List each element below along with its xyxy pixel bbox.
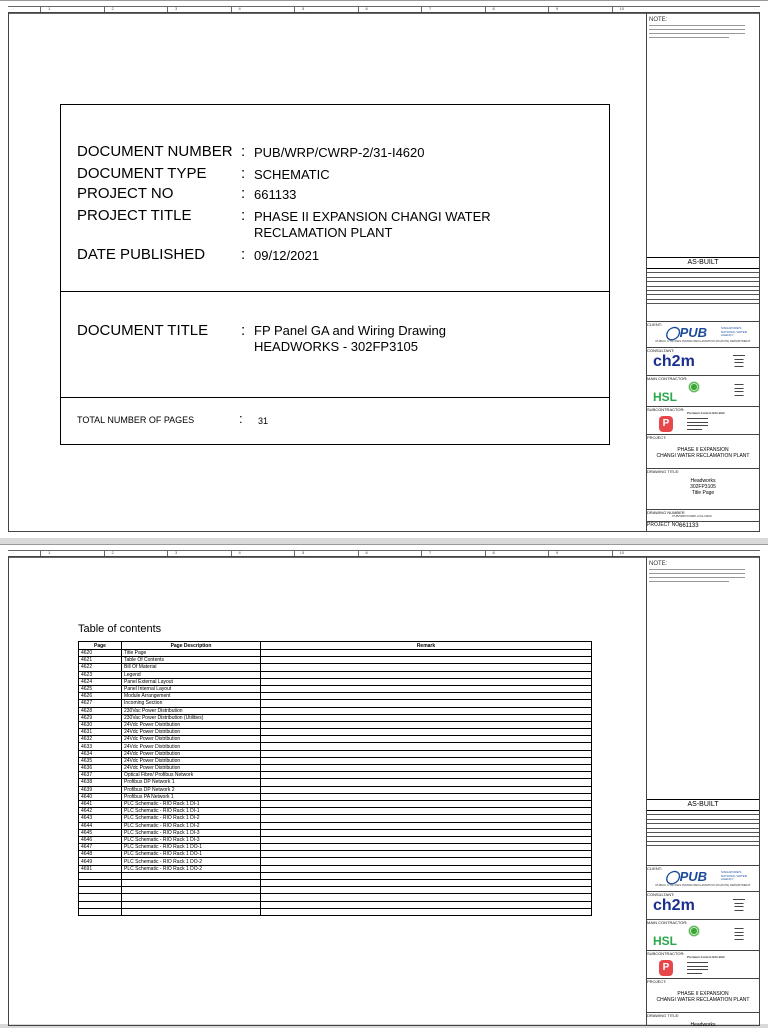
ruler-number: 10 [619,6,624,11]
toc-remark-cell [261,657,592,664]
ruler-number: 10 [619,550,624,555]
toc-remark-cell [261,743,592,750]
toc-remark-cell [261,664,592,671]
ruler-number: 7 [429,6,432,11]
toc-remark-cell [261,865,592,872]
toc-page-cell: 4639 [79,786,122,793]
colon: : [239,411,243,426]
project-line2: CHANGI WATER RECLAMATION PLANT [656,453,750,459]
toc-description-cell: 24Vdc Power Distribution [122,757,261,764]
subcontractor-name: Premium Control Sdn Bhd [687,411,725,415]
subcontractor-label: SUBCONTRACTOR: [647,951,685,956]
toc-page-cell: 4636 [79,765,122,772]
drawing-number-label: DRAWING NUMBER [647,510,685,515]
drawing-title-line1: Headworks [690,1022,716,1028]
drawing-number-value: PUB/WRP/CWRP-2/31-I4620 [672,514,712,518]
toc-page-cell [79,901,122,908]
notes [649,17,755,38]
toc-remark-cell [261,822,592,829]
toc-page-cell: 4627 [79,700,122,707]
drawing-title-line3: Title Page [691,490,715,496]
toc-remark-cell [261,800,592,807]
toc-page-cell: 4634 [79,750,122,757]
ruler-number: 2 [111,6,114,11]
toc-remark-cell [261,765,592,772]
toc-page-cell: 4622 [79,664,122,671]
table-row [79,678,592,685]
client-label: CLIENT: [647,322,662,327]
table-row [79,829,592,836]
ruler-number: 7 [429,550,432,555]
toc-remark-cell [261,707,592,714]
table-row [79,786,592,793]
ruler-number: 6 [365,550,368,555]
main-contractor-label: MAIN CONTRACTOR: [647,376,688,381]
pub-logo-text: PUB [679,869,708,884]
toc-description-cell: PLC Schematic - RIO Rack 1 DO-1 [122,851,261,858]
document-type-label: DOCUMENT TYPE [77,165,207,182]
toc-description-cell: PLC Schematic - RIO Rack 1 DI-1 [122,808,261,815]
toc-remark-cell [261,757,592,764]
document-number-label: DOCUMENT NUMBER [77,143,233,160]
drawing-title-line2: 302FP3105 [690,484,716,490]
toc-page-cell: 4628 [79,707,122,714]
table-row [79,664,592,671]
title-block [646,13,759,531]
table-row [79,822,592,829]
toc-remark-cell [261,714,592,721]
pub-logo-text: PUB [679,325,708,340]
toc-remark-cell [261,851,592,858]
toc-remark-cell [261,836,592,843]
table-row [79,851,592,858]
toc-header-page: Page [79,642,122,650]
document-number-value: PUB/WRP/CWRP-2/31-I4620 [254,145,425,160]
document-info-box [60,104,610,445]
table-of-contents-sheet [0,544,768,1028]
document-title-line1: FP Panel GA and Wiring Drawing [254,323,446,338]
as-built-label: AS-BUILT [647,799,759,811]
toc-description-cell: Module Arrangement [122,693,261,700]
toc-page-cell [79,880,122,887]
toc-page-cell: 4637 [79,772,122,779]
table-row [79,700,592,707]
toc-remark-cell [261,872,592,879]
toc-header-row [79,642,592,650]
toc-remark-cell [261,858,592,865]
document-title-label: DOCUMENT TITLE [77,322,209,339]
toc-description-cell: Profibus DP Network 2 [122,786,261,793]
ruler-number: 3 [175,6,178,11]
toc-description-cell: Incoming Section [122,700,261,707]
subcontractor-address: ▬▬▬▬▬▬▬ ▬▬▬▬▬▬▬ ▬▬▬▬▬▬▬ ▬▬▬▬▬ [687,416,708,431]
table-row [79,743,592,750]
ruler-number: 4 [238,550,241,555]
toc-page-cell: 4641 [79,800,122,807]
toc-page-cell: 4624 [79,678,122,685]
table-row [79,707,592,714]
toc-description-cell: 230Vac Power Distribution [122,707,261,714]
table-row [79,887,592,894]
ruler-number: 1 [48,6,51,11]
toc-page-cell: 4691 [79,865,122,872]
toc-description-cell: PLC Schematic - RIO Rack 1 DO-1 [122,844,261,851]
note-heading: NOTE: [649,17,668,23]
table-row [79,714,592,721]
revision-table [647,269,759,297]
ruler-number: 6 [365,6,368,11]
contractor-address: ▬▬▬ ▬▬▬ ▬▬▬ ▬▬▬ [734,926,744,941]
toc-page-cell: 4644 [79,822,122,829]
title-block [646,557,759,1026]
table-row [79,765,592,772]
toc-remark-cell [261,685,592,692]
toc-description-cell: PLC Schematic - RIO Rack 1 DI-3 [122,836,261,843]
document-type-value: SCHEMATIC [254,167,330,182]
premium-control-logo: P [659,416,673,432]
toc-table [78,641,592,916]
toc-description-cell: 24Vdc Power Distribution [122,721,261,728]
toc-description-cell [122,887,261,894]
consultant-label: CONSULTANT: [647,348,675,353]
divider [61,397,609,398]
toc-remark-cell [261,808,592,815]
consultant-address: ▬▬▬▬ ▬▬▬ ▬▬▬ ▬▬▬ [733,353,745,368]
total-pages-value: 31 [258,416,269,426]
colon: : [241,165,246,182]
ruler-number: 1 [48,550,51,555]
colon: : [241,246,246,263]
toc-description-cell: PLC Schematic - RIO Rack 1 DI-2 [122,815,261,822]
drawing-title-line1: Headworks [690,478,716,484]
as-built-label: AS-BUILT [647,257,759,269]
project-line1: PHASE II EXPANSION [677,447,729,453]
toc-description-cell: Panel External Layout [122,678,261,685]
ruler-number: 9 [556,6,559,11]
table-row [79,779,592,786]
premium-control-logo: P [659,960,673,976]
colon: : [241,207,246,224]
toc-description-cell: Optical Fibre/ Profibus Network [122,772,261,779]
toc-description-cell: PLC Schematic - RIO Rack 1 DO-2 [122,858,261,865]
pub-tagline: SINGAPORE'S NATIONAL WATER AGENCY [721,870,748,882]
toc-description-cell [122,894,261,901]
pub-department: PUBLIC UTILITIES WATER RECLAMATION (PLANTS) DEPARTMENT [655,883,751,887]
table-row [79,721,592,728]
consultant-label: CONSULTANT: [647,892,675,897]
consultant-address: ▬▬▬▬ ▬▬▬ ▬▬▬ ▬▬▬ [733,897,745,912]
toc-page-cell: 4632 [79,736,122,743]
toc-description-cell: PLC Schematic - RIO Rack 1 DO-2 [122,865,261,872]
toc-page-cell: 4649 [79,858,122,865]
hsl-logo: HSL [653,390,677,404]
toc-page-cell [79,887,122,894]
toc-remark-cell [261,908,592,915]
pub-logo-mark: ◯ [665,325,680,340]
hsl-logo: HSL [653,934,677,948]
toc-remark-cell [261,779,592,786]
toc-page-cell [79,908,122,915]
table-row [79,894,592,901]
toc-remark-cell [261,815,592,822]
toc-description-cell [122,880,261,887]
toc-page-cell: 4633 [79,743,122,750]
toc-page-cell: 4643 [79,815,122,822]
toc-description-cell: 24Vdc Power Distribution [122,736,261,743]
toc-page-cell: 4623 [79,671,122,678]
toc-header-remark: Remark [261,642,592,650]
table-row [79,657,592,664]
toc-description-cell: 24Vdc Power Distribution [122,765,261,772]
ruler-number: 2 [111,550,114,555]
colon: : [241,143,246,160]
document-title-line2: HEADWORKS - 302FP3105 [254,339,419,354]
ruler-number: 4 [238,6,241,11]
subcontractor-label: SUBCONTRACTOR: [647,407,685,412]
toc-description-cell: PLC Schematic - RIO Rack 1 DI-1 [122,800,261,807]
toc-description-cell: Legend [122,671,261,678]
toc-remark-cell [261,829,592,836]
toc-remark-cell [261,700,592,707]
toc-description-cell [122,901,261,908]
pub-logo-mark: ◯ [665,869,680,884]
ruler-number: 8 [492,550,495,555]
toc-page-cell: 4621 [79,657,122,664]
total-pages-label: TOTAL NUMBER OF PAGES [77,415,195,425]
toc-remark-cell [261,721,592,728]
subcontractor-address: ▬▬▬▬▬▬▬ ▬▬▬▬▬▬▬ ▬▬▬▬▬▬▬ ▬▬▬▬▬ [687,960,708,975]
table-row [79,836,592,843]
table-row [79,729,592,736]
table-row [79,650,592,657]
contractor-address: ▬▬▬ ▬▬▬ ▬▬▬ ▬▬▬ [734,382,744,397]
project-label: PROJECT: [647,435,667,440]
project-no-value-tb: 661133 [679,523,699,529]
ruler-number: 5 [302,6,305,11]
divider [61,291,609,292]
revision-table [647,811,759,839]
ruler-number: 8 [492,6,495,11]
main-contractor-label: MAIN CONTRACTOR: [647,920,688,925]
toc-remark-cell [261,880,592,887]
toc-remark-cell [261,671,592,678]
table-row [79,901,592,908]
toc-page-cell: 4635 [79,757,122,764]
table-row [79,808,592,815]
toc-remark-cell [261,693,592,700]
table-row [79,865,592,872]
hsl-logo-mark [687,380,701,394]
table-row [79,685,592,692]
project-no-label: PROJECT NO [77,185,174,202]
client-label: CLIENT: [647,866,662,871]
ruler-number: 5 [302,550,305,555]
toc-remark-cell [261,901,592,908]
toc-page-cell: 4638 [79,779,122,786]
project-line1: PHASE II EXPANSION [677,991,729,997]
toc-header-description: Page Description [122,642,261,650]
toc-page-cell: 4645 [79,829,122,836]
toc-description-cell: 24Vdc Power Distribution [122,729,261,736]
pub-department: PUBLIC UTILITIES WATER RECLAMATION (PLANTS) DEPARTMENT [655,339,751,343]
toc-page-cell: 4625 [79,685,122,692]
toc-remark-cell [261,750,592,757]
toc-description-cell: Profibus DP Network 1 [122,779,261,786]
toc-page-cell: 4626 [79,693,122,700]
colon: : [241,322,246,339]
toc-remark-cell [261,894,592,901]
table-row [79,815,592,822]
toc-title: Table of contents [78,623,162,635]
drawing-title-label: DRAWING TITLE: [647,1013,680,1018]
toc-page-cell: 4642 [79,808,122,815]
toc-page-cell [79,872,122,879]
table-row [79,880,592,887]
toc-description-cell: 24Vdc Power Distribution [122,750,261,757]
ch2m-logo: ch2m [653,353,695,370]
table-row [79,772,592,779]
table-row [79,757,592,764]
project-title-value: PHASE II EXPANSION CHANGI WATER [254,209,491,224]
ruler-number: 9 [556,550,559,555]
toc-page-cell: 4640 [79,793,122,800]
toc-description-cell: Bill Of Material [122,664,261,671]
table-row [79,858,592,865]
toc-page-cell: 4646 [79,836,122,843]
toc-remark-cell [261,736,592,743]
toc-description-cell: PLC Schematic - RIO Rack 1 DI-3 [122,829,261,836]
toc-description-cell [122,908,261,915]
ruler-number: 3 [175,550,178,555]
toc-description-cell: 24Vdc Power Distribution [122,743,261,750]
table-row [79,693,592,700]
toc-description-cell: Panel Internal Layout [122,685,261,692]
date-published-label: DATE PUBLISHED [77,246,206,263]
toc-remark-cell [261,729,592,736]
toc-remark-cell [261,650,592,657]
toc-page-cell: 4647 [79,844,122,851]
colon: : [241,185,246,202]
toc-description-cell [122,872,261,879]
project-line2: CHANGI WATER RECLAMATION PLANT [656,997,750,1003]
toc-remark-cell [261,772,592,779]
toc-description-cell: Profibus PA Network 1 [122,793,261,800]
toc-remark-cell [261,844,592,851]
toc-description-cell: Table Of Contents [122,657,261,664]
ch2m-logo: ch2m [653,897,695,914]
project-no-value: 661133 [254,187,297,202]
toc-description-cell: PLC Schematic - RIO Rack 1 DI-2 [122,822,261,829]
date-published-value: 09/12/2021 [254,248,320,263]
drawing-title-label: DRAWING TITLE: [647,469,680,474]
toc-page-cell: 4620 [79,650,122,657]
project-title-value-line2: RECLAMATION PLANT [254,225,393,240]
toc-description-cell: 230Vac Power Distribution (Utilities) [122,714,261,721]
table-row [79,800,592,807]
subcontractor-name: Premium Control Sdn Bhd [687,955,725,959]
pub-tagline: SINGAPORE'S NATIONAL WATER AGENCY [721,326,748,338]
project-no-label-tb: PROJECT NO: [647,522,681,528]
table-row [79,750,592,757]
toc-remark-cell [261,793,592,800]
project-title-label: PROJECT TITLE [77,207,192,224]
toc-remark-cell [261,887,592,894]
toc-page-cell [79,894,122,901]
table-row [79,736,592,743]
table-row [79,844,592,851]
toc-page-cell: 4630 [79,721,122,728]
project-label: PROJECT: [647,979,667,984]
table-row [79,908,592,915]
toc-description-cell: Title Page [122,650,261,657]
toc-remark-cell [261,786,592,793]
toc-page-cell: 4648 [79,851,122,858]
toc-remark-cell [261,678,592,685]
toc-page-cell: 4631 [79,729,122,736]
note-heading: NOTE: [649,561,668,567]
table-row [79,793,592,800]
table-row [79,671,592,678]
toc-page-cell: 4629 [79,714,122,721]
hsl-logo-mark [687,924,701,938]
notes [649,561,755,582]
table-row [79,872,592,879]
